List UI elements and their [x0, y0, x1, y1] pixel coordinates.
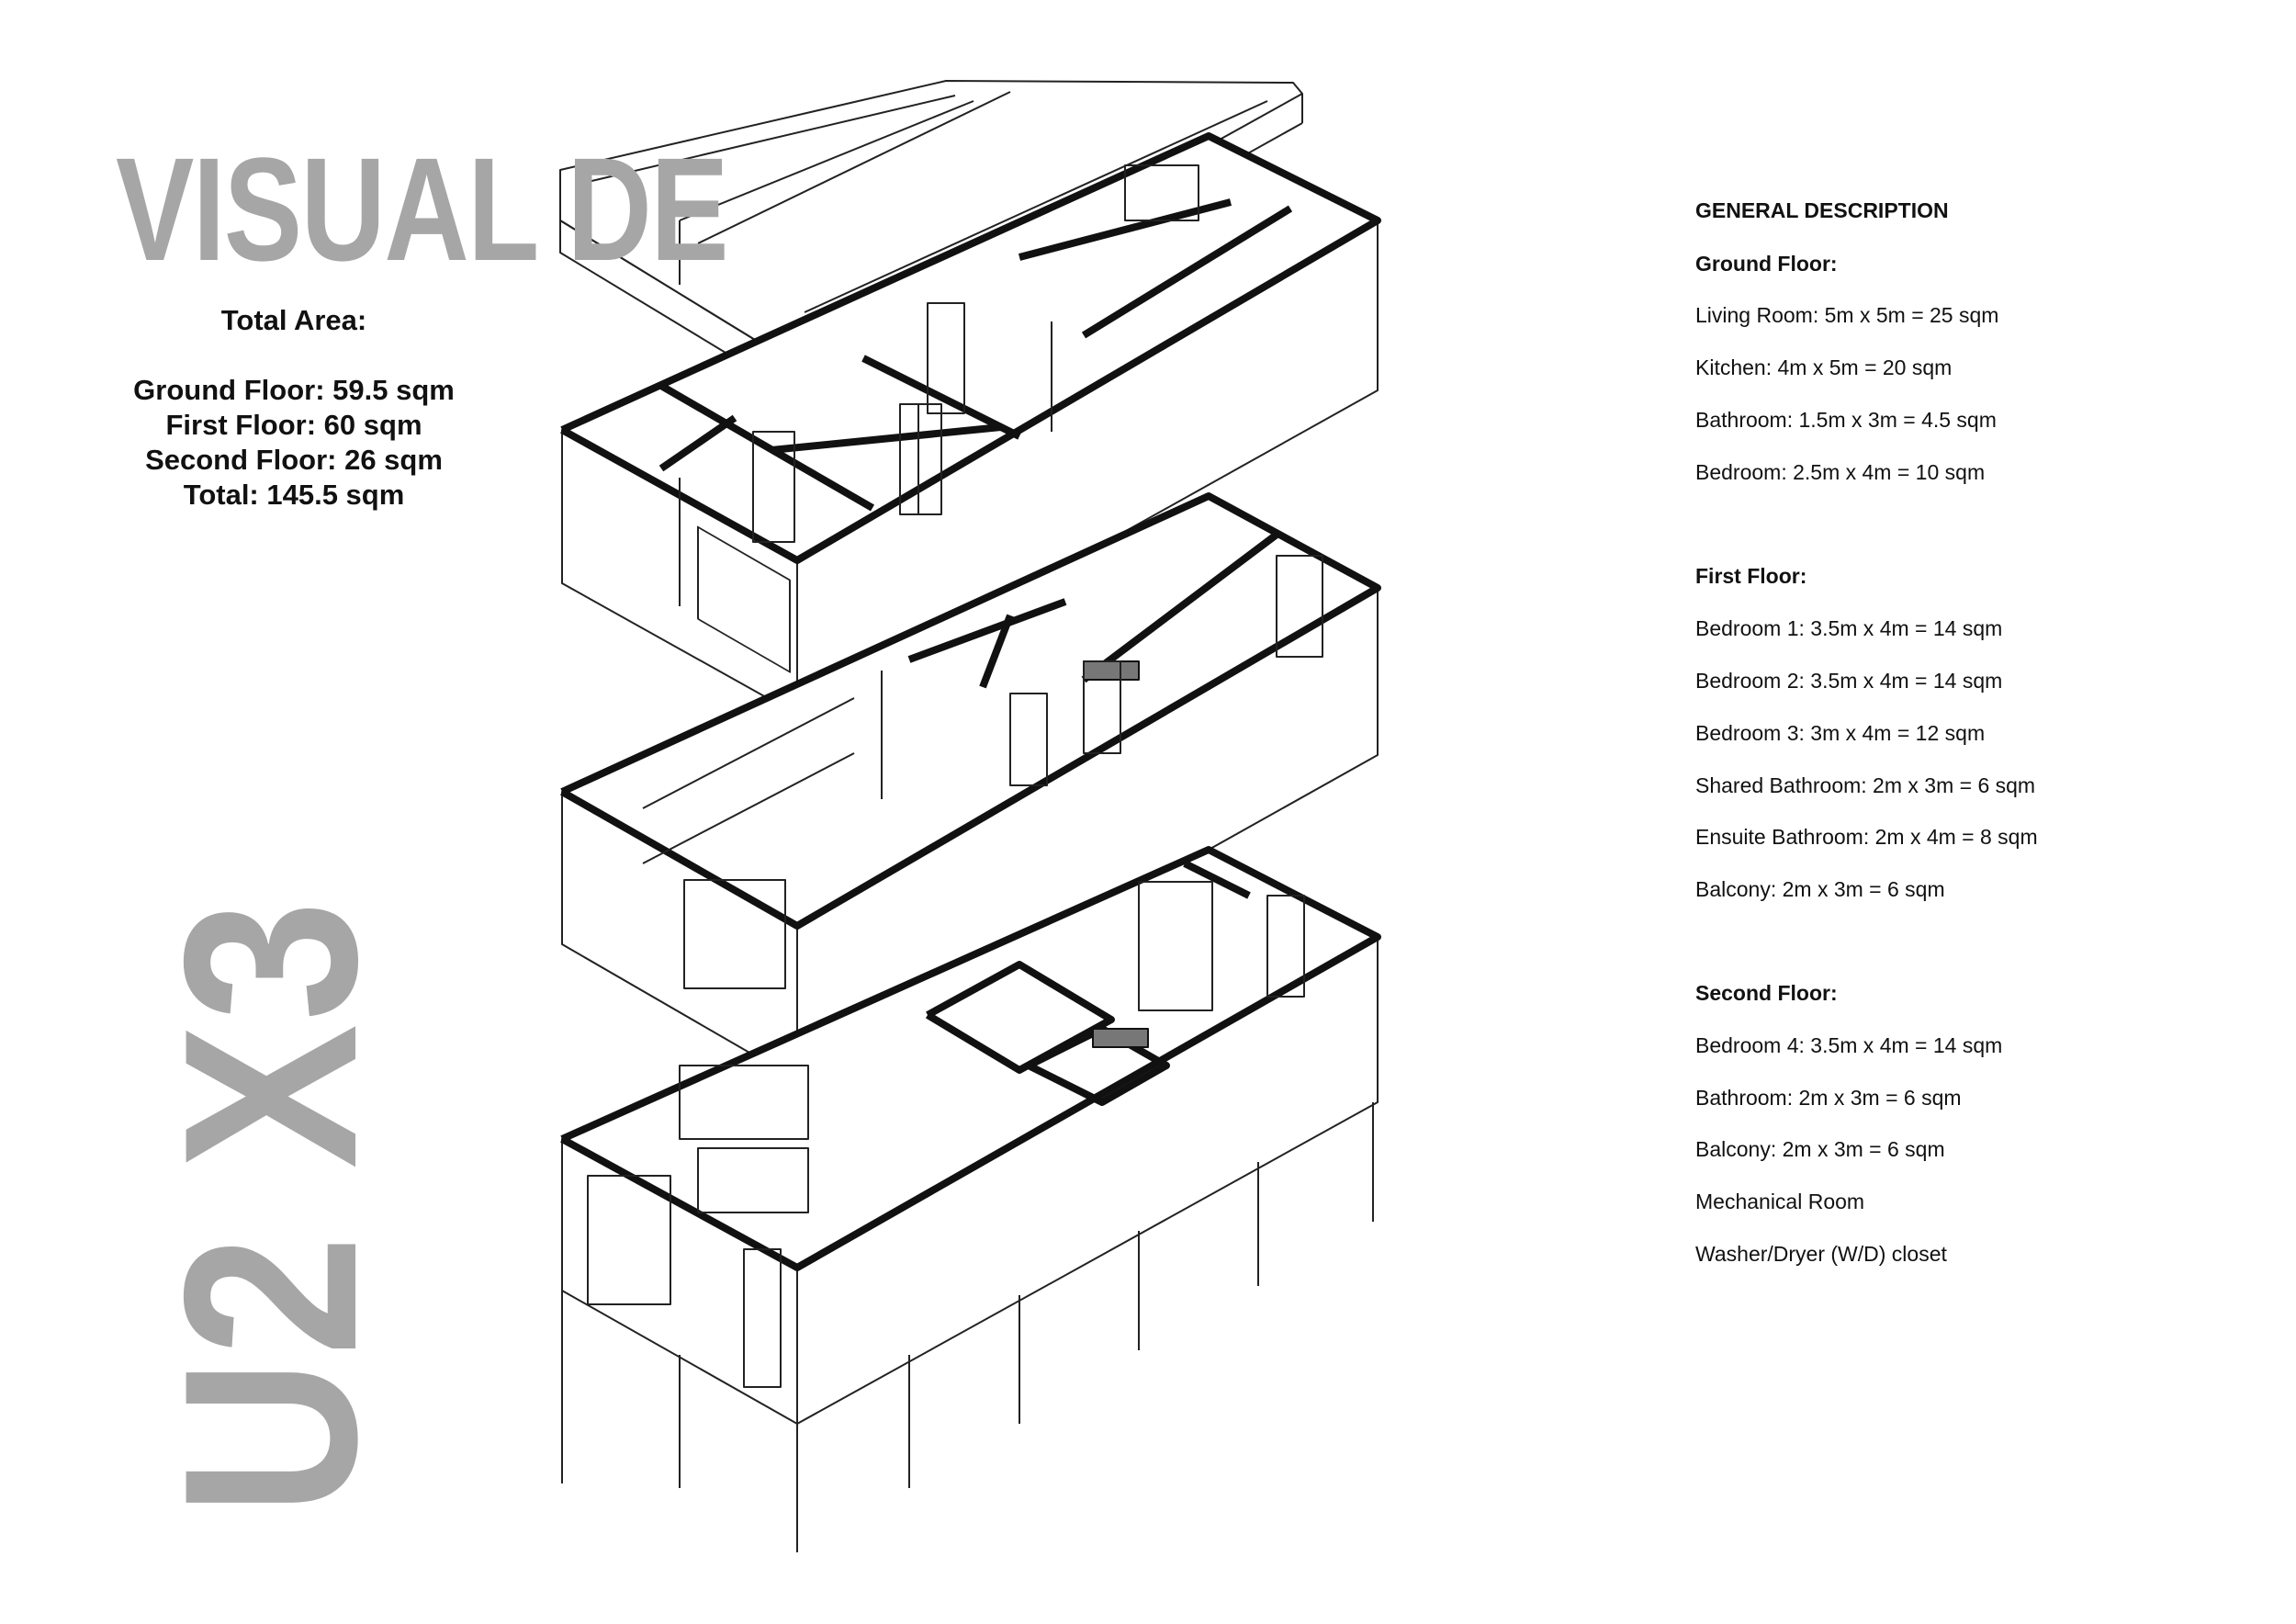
first-item: Shared Bathroom: 2m x 3m = 6 sqm [1695, 773, 2036, 797]
model-code-vertical: U2 X3 [132, 897, 408, 1516]
ground-item: Living Room: 5m x 5m = 25 sqm [1695, 303, 1999, 327]
second-item: Bathroom: 2m x 3m = 6 sqm [1695, 1086, 1962, 1110]
first-floor-label: First Floor: [1695, 564, 1807, 588]
ground-floor-label: Ground Floor: [1695, 252, 1838, 276]
description-heading: GENERAL DESCRIPTION [1695, 198, 1949, 222]
first-item: Bedroom 3: 3m x 4m = 12 sqm [1695, 721, 1986, 745]
area-line-total: Total: 145.5 sqm [183, 479, 405, 511]
second-item: Mechanical Room [1695, 1190, 1865, 1213]
second-item: Balcony: 2m x 3m = 6 sqm [1695, 1137, 1945, 1161]
total-area-heading: Total Area: [220, 304, 367, 336]
first-item: Bedroom 1: 3.5m x 4m = 14 sqm [1695, 616, 2003, 640]
ground-item: Bathroom: 1.5m x 3m = 4.5 sqm [1695, 408, 1997, 432]
first-item: Balcony: 2m x 3m = 6 sqm [1695, 877, 1945, 901]
ground-item: Bedroom: 2.5m x 4m = 10 sqm [1695, 460, 1986, 484]
area-line-first: First Floor: 60 sqm [165, 409, 422, 441]
first-item: Ensuite Bathroom: 2m x 4m = 8 sqm [1695, 825, 2038, 849]
page-title: VISUAL DE [116, 127, 728, 291]
second-item: Bedroom 4: 3.5m x 4m = 14 sqm [1695, 1033, 2003, 1057]
first-item: Bedroom 2: 3.5m x 4m = 14 sqm [1695, 669, 2003, 693]
ground-item: Kitchen: 4m x 5m = 20 sqm [1695, 355, 1953, 379]
area-line-second: Second Floor: 26 sqm [145, 444, 443, 476]
area-line-ground: Ground Floor: 59.5 sqm [133, 374, 455, 406]
second-item: Washer/Dryer (W/D) closet [1695, 1242, 1947, 1266]
total-area-block [110, 303, 478, 513]
second-floor-label: Second Floor: [1695, 981, 1838, 1005]
